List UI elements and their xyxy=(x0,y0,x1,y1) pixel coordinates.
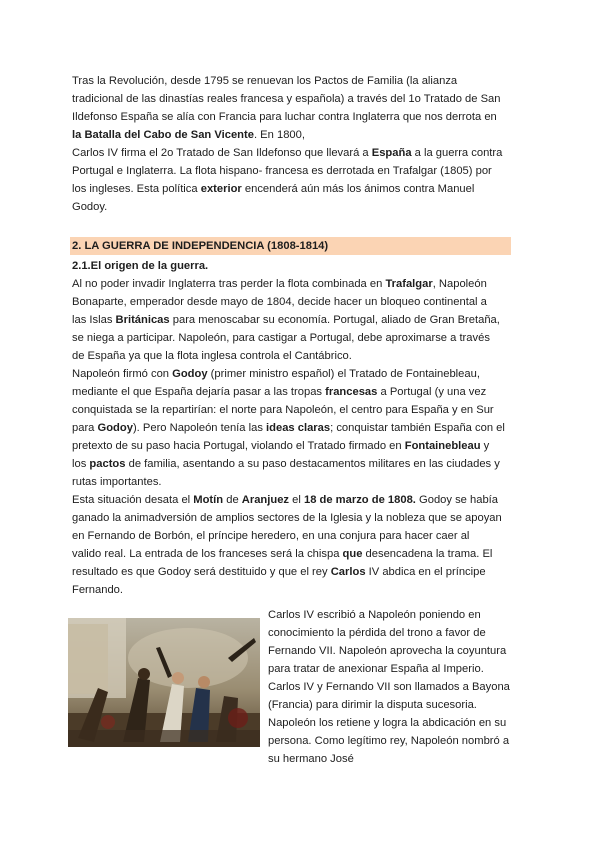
text-line: Esta situación desata el Motín de Aranjuez el 18 de marzo de 1808. Godoy se había xyxy=(72,494,499,506)
text-line: la Batalla del Cabo de San Vicente. En 1800, xyxy=(72,129,305,141)
text-line: en Fernando de Borbón, el príncipe heredero, en una conjura para hacer caer al xyxy=(72,530,470,542)
text-line: Godoy. xyxy=(72,201,108,213)
bold-text: francesas xyxy=(325,386,378,398)
battle-painting-illustration xyxy=(68,618,260,747)
subsection-heading: 2.1.El origen de la guerra. xyxy=(72,260,209,272)
text-line: Tras la Revolución, desde 1795 se renuevan los Pactos de Familia (la alianza xyxy=(72,75,458,87)
text-line: pretexto de su paso hacia Portugal, violando el Tratado firmado en Fontainebleau y xyxy=(72,440,490,452)
bold-text: Aranjuez xyxy=(241,494,290,506)
bold-text: 18 de marzo de 1808. xyxy=(303,494,416,506)
text-line: los pactos de familia, asentando a su paso destacamentos militares en las ciudades y xyxy=(72,458,500,470)
battle-painting xyxy=(68,618,260,747)
text-line: valido real. La entrada de los franceses será la chispa que desencadena la trama. El xyxy=(72,548,493,560)
text-line: conquistada se la repartirían: el norte para Napoleón, el centro para España y en Sur xyxy=(72,404,494,416)
section-heading: 2. LA GUERRA DE INDEPENDENCIA (1808-1814) xyxy=(72,240,329,252)
text-line: resultado es que Godoy será destituido y que el rey Carlos IV abdica en el príncipe xyxy=(72,566,486,578)
body-paragraph xyxy=(72,275,534,599)
text-line: Fernando. xyxy=(72,584,123,596)
text-line: Portugal e Inglaterra. La flota hispano- francesa es derrotada en Trafalgar (1805) por xyxy=(72,165,492,177)
text-line: Napoleón los retiene y logra la abdicación en su xyxy=(268,717,507,729)
bold-text: que xyxy=(342,548,363,560)
bold-text: Motín xyxy=(193,494,224,506)
text-line: las Islas Británicas para menoscabar su economía. Portugal, aliado de Gran Bretaña, xyxy=(72,314,500,326)
bold-text: España xyxy=(371,147,412,159)
text-line: se niega a participar. Napoleón, para castigar a Portugal, debe aproximarse a través xyxy=(72,332,490,344)
bold-text: Godoy xyxy=(97,422,133,434)
text-line: Carlos IV y Fernando VII son llamados a Bayona xyxy=(268,681,510,693)
text-line: Bonaparte, emperador desde mayo de 1804, decide hacer un bloqueo continental a xyxy=(72,296,487,308)
text-line: Ildefonso España se alía con Francia para luchar contra Inglaterra que nos derrota en xyxy=(72,111,497,123)
text-line: mediante el que España dejaría pasar a las tropas francesas a Portugal (y una vez xyxy=(72,386,487,398)
text-line: Fernando VII. Napoleón aprovecha la coyuntura xyxy=(268,645,507,657)
bold-text: Trafalgar xyxy=(385,278,433,290)
bold-text: ideas claras xyxy=(266,422,331,434)
side-paragraph xyxy=(268,606,543,768)
text-line: Carlos IV escribió a Napoleón poniendo en xyxy=(268,609,481,621)
bold-text: la Batalla del Cabo de San Vicente xyxy=(72,129,254,141)
bold-text: Carlos xyxy=(330,566,366,578)
text-line: de España ya que la flota inglesa controla el Cantábrico. xyxy=(72,350,352,362)
bold-text: Godoy xyxy=(172,368,208,380)
text-line: los ingleses. Esta política exterior encenderá aún más los ánimos contra Manuel xyxy=(72,183,475,195)
text-line: persona. Como legítimo rey, Napoleón nombró a xyxy=(268,735,510,747)
text-line: para tratar de anexionar España al Imperio. xyxy=(268,663,484,675)
text-line: Napoleón firmó con Godoy (primer ministro español) el Tratado de Fontainebleau, xyxy=(72,368,480,380)
text-line: para Godoy). Pero Napoleón tenía las ideas claras; conquistar también España con el xyxy=(72,422,505,434)
intro-paragraph xyxy=(72,72,534,216)
bold-text: exterior xyxy=(200,183,242,195)
bold-text: Fontainebleau xyxy=(404,440,481,452)
bold-text: Británicas xyxy=(115,314,170,326)
bold-text: pactos xyxy=(89,458,126,470)
text-line: conocimiento la pérdida del trono a favor de xyxy=(268,627,486,639)
text-line: ganado la animadversión de amplios sectores de la Iglesia y la nobleza que se apoyan xyxy=(72,512,502,524)
text-line: Al no poder invadir Inglaterra tras perder la flota combinada en Trafalgar, Napoleón xyxy=(72,278,487,290)
text-line: su hermano José xyxy=(268,753,354,765)
text-line: rutas importantes. xyxy=(72,476,162,488)
text-line: Carlos IV firma el 2o Tratado de San Ildefonso que llevará a España a la guerra contra xyxy=(72,147,503,159)
text-line: tradicional de las dinastías reales francesa y española) a través del 1o Tratado de San xyxy=(72,93,501,105)
text-line: (Francia) para dirimir la disputa sucesoria. xyxy=(268,699,477,711)
